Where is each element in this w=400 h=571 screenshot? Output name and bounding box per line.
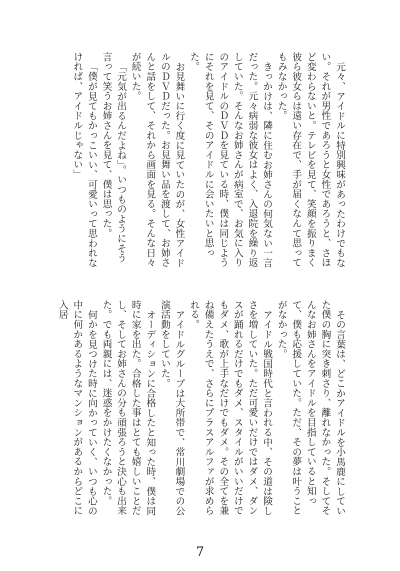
paragraph: アイドルグループは大所帯で、常川劇場での公演活動をしていた。 — [158, 300, 185, 516]
paragraph: 「僕が見てもかっこいい、可愛いって思われなければ、アイドルじゃない」 — [71, 52, 97, 268]
paragraph: オーディションに合格したと知った時、僕は同時に家を出た。合格した事はとても嬉しいことだし、そしてお姉さんの分も頑張ろうと決心も出来た。でも両親には、迷惑をかけたくなかった。 — [100, 300, 156, 516]
paragraph: 「元気が出るんだよね」。いつものようにそう言って笑うお姉さんを見て、僕は思った。 — [100, 52, 127, 263]
paragraph: 何かを見つけた時に向かっていく、いつも心の中に何かあるようなマンションがあるからどこに入居 — [56, 300, 97, 516]
paragraph: お見舞いに行く度に見ていたのが、女性アイドルのＤＶＤだった。お見舞い品を渡して、お姉さんと話をして、それから画面を見る。そんな日々が続いた。 — [129, 52, 185, 268]
paragraph: 元々、アイドルに特別興味があったわけでもない。それが男性であろうと女性であろうと、さほど変わらないと。テレビを見て、笑顔を振りまく彼ら彼女らは遠い存在で、手が届くなんて思ってもみなかった。 — [275, 52, 345, 268]
paragraph: その言葉は、どこかアイドルを小馬鹿にしていた僕の胸に突き刺さり、離れなかった。そしてそんなお姉さんをアイドルを目指していると知って、僕も応援していた。ただ、その夢は叶うことがなかった。 — [275, 300, 345, 516]
upper-text-block — [56, 52, 346, 272]
paragraph: アイドル戦国時代と言われる中、その道は険しさを増していた。ただ可愛いだけではダメ、ダンスが踊れるだけでもダメ、スタイルがいいだけでもダメ、歌が上手なだけでもダメ。その全てを兼ね備えたうえで、さらにプラスアルファが求められる。 — [188, 300, 273, 516]
paragraph: きっかけは、隣に住むお姉さんの何気ない一言だった。元々病弱な彼女はよく、入退院を繰り返していた。そんなお姉さんが病室で、お気に入りのアイドルのＤＶＤを見ている時、僕は同じようにそれを見て、そのアイドルに会いたいと思った。 — [188, 52, 273, 268]
lower-text-block — [56, 300, 346, 520]
page-number: 7 — [195, 545, 205, 560]
